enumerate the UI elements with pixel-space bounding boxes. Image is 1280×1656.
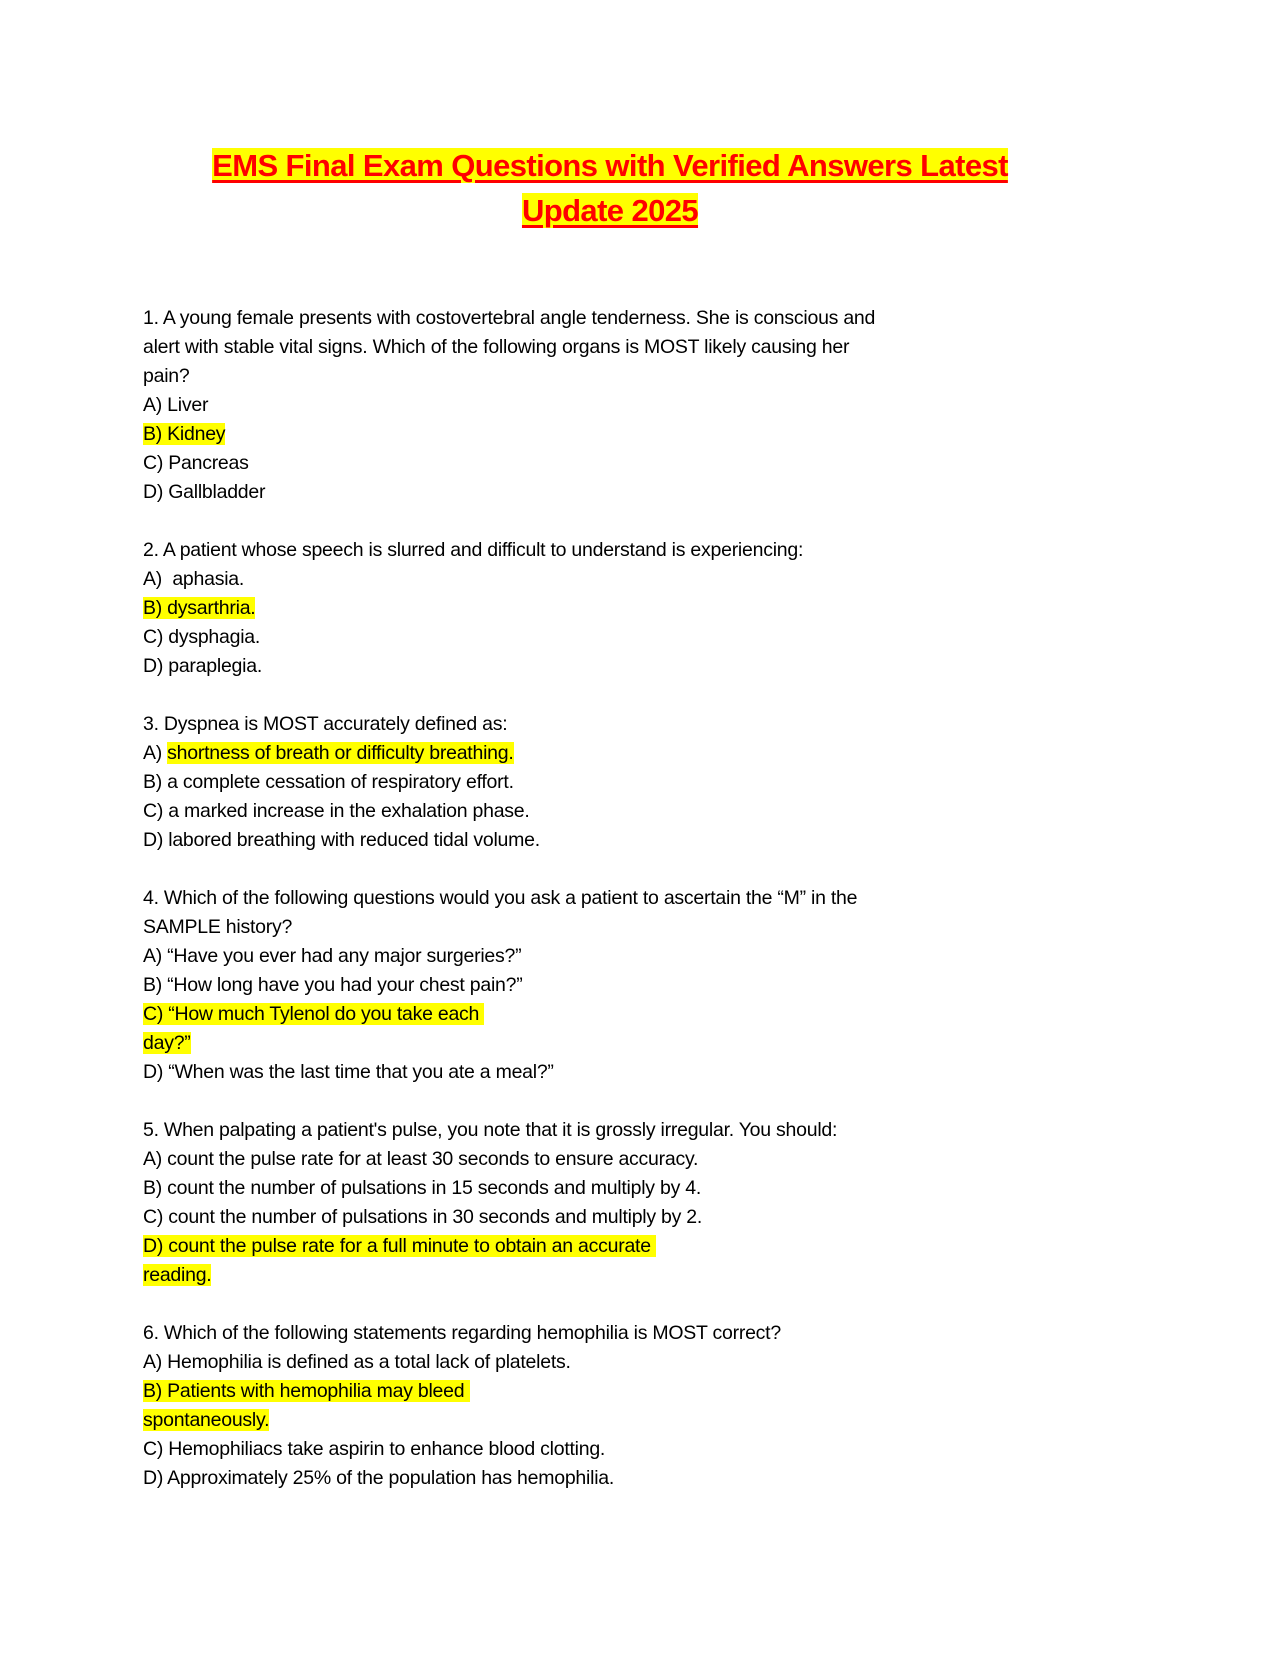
text-line — [143, 942, 875, 971]
text-segment: 2. A patient whose speech is slurred and difficult to understand is experiencing: — [143, 539, 804, 561]
highlighted-answer: spontaneously. — [143, 1409, 270, 1431]
text-segment: A) Liver — [143, 394, 209, 416]
text-line — [143, 1174, 875, 1203]
title-line-1: EMS Final Exam Questions with Verified Answers Latest — [212, 148, 1008, 183]
text-line — [143, 1000, 875, 1029]
question-5 — [143, 1116, 875, 1319]
text-line — [143, 565, 875, 594]
text-line — [143, 739, 875, 768]
text-line — [143, 1058, 875, 1087]
text-line — [143, 623, 875, 652]
highlighted-answer: reading. — [143, 1264, 212, 1286]
highlighted-answer: B) Patients with hemophilia may bleed — [143, 1380, 470, 1402]
text-line — [143, 1435, 875, 1464]
text-segment: D) labored breathing with reduced tidal volume. — [143, 829, 540, 851]
highlighted-answer: B) Kidney — [143, 423, 226, 445]
text-segment: D) Gallbladder — [143, 481, 266, 503]
question-4 — [143, 884, 875, 1116]
question-text-line — [143, 1319, 875, 1348]
text-line — [143, 913, 875, 942]
text-segment: A) count the pulse rate for at least 30 seconds to ensure accuracy. — [143, 1148, 699, 1170]
question-text-line — [143, 1116, 875, 1145]
text-segment: C) Pancreas — [143, 452, 249, 474]
spacer — [143, 507, 875, 536]
text-segment: B) “How long have you had your chest pain?” — [143, 974, 523, 996]
question-text-line — [143, 710, 875, 739]
text-segment: D) Approximately 25% of the population has hemophilia. — [143, 1467, 615, 1489]
text-segment: 4. Which of the following questions would you ask a patient to ascertain the “M” in the — [143, 887, 858, 909]
spacer — [143, 855, 875, 884]
text-segment: A) “Have you ever had any major surgeries?” — [143, 945, 522, 967]
text-line — [143, 362, 875, 391]
text-segment: D) “When was the last time that you ate a meal?” — [143, 1061, 554, 1083]
text-segment: C) Hemophiliacs take aspirin to enhance blood clotting. — [143, 1438, 606, 1460]
text-line — [143, 391, 875, 420]
document-title — [0, 143, 1220, 233]
text-segment: A) Hemophilia is defined as a total lack of platelets. — [143, 1351, 571, 1373]
text-line — [143, 1232, 875, 1261]
highlighted-answer: C) “How much Tylenol do you take each — [143, 1003, 485, 1025]
highlighted-answer: B) dysarthria. — [143, 597, 256, 619]
title-line-2: Update 2025 — [521, 193, 699, 228]
text-line — [143, 826, 875, 855]
text-segment: C) a marked increase in the exhalation phase. — [143, 800, 530, 822]
question-text-line — [143, 304, 875, 333]
question-text-line — [143, 884, 875, 913]
text-line — [143, 971, 875, 1000]
question-6 — [143, 1319, 875, 1493]
text-line — [143, 1464, 875, 1493]
text-line — [143, 768, 875, 797]
text-line — [143, 797, 875, 826]
text-line — [143, 449, 875, 478]
text-segment: alert with stable vital signs. Which of the following organs is MOST likely causing her — [143, 336, 850, 358]
text-segment: 3. Dyspnea is MOST accurately defined as: — [143, 713, 508, 735]
text-segment: 1. A young female presents with costovertebral angle tenderness. She is conscious and — [143, 307, 876, 329]
spacer — [143, 1087, 875, 1116]
highlighted-answer: D) count the pulse rate for a full minute to obtain an accurate — [143, 1235, 656, 1257]
question-1 — [143, 304, 875, 536]
text-segment: 5. When palpating a patient's pulse, you note that it is grossly irregular. You should: — [143, 1119, 838, 1141]
question-list — [143, 304, 875, 1493]
text-line — [143, 333, 875, 362]
text-segment: A) aphasia. — [143, 568, 245, 590]
question-3 — [143, 710, 875, 884]
spacer — [143, 1290, 875, 1319]
text-segment: C) count the number of pulsations in 30 seconds and multiply by 2. — [143, 1206, 703, 1228]
text-segment: A) — [143, 742, 168, 764]
text-segment: B) count the number of pulsations in 15 seconds and multiply by 4. — [143, 1177, 701, 1199]
text-segment: SAMPLE history? — [143, 916, 293, 938]
highlighted-answer: shortness of breath or difficulty breathing. — [167, 742, 514, 764]
text-line — [143, 1377, 875, 1406]
question-text-line — [143, 536, 875, 565]
text-line — [143, 1145, 875, 1174]
text-line — [143, 1029, 875, 1058]
text-segment: 6. Which of the following statements regarding hemophilia is MOST correct? — [143, 1322, 781, 1344]
text-segment: pain? — [143, 365, 190, 387]
text-line — [143, 420, 875, 449]
text-line — [143, 1203, 875, 1232]
text-segment: D) paraplegia. — [143, 655, 262, 677]
text-line — [143, 1261, 875, 1290]
text-segment: C) dysphagia. — [143, 626, 261, 648]
highlighted-answer: day?” — [143, 1032, 191, 1054]
text-segment: B) a complete cessation of respiratory effort. — [143, 771, 514, 793]
question-2 — [143, 536, 875, 710]
text-line — [143, 594, 875, 623]
text-line — [143, 1348, 875, 1377]
text-line — [143, 1406, 875, 1435]
text-line — [143, 652, 875, 681]
text-line — [143, 478, 875, 507]
spacer — [143, 681, 875, 710]
